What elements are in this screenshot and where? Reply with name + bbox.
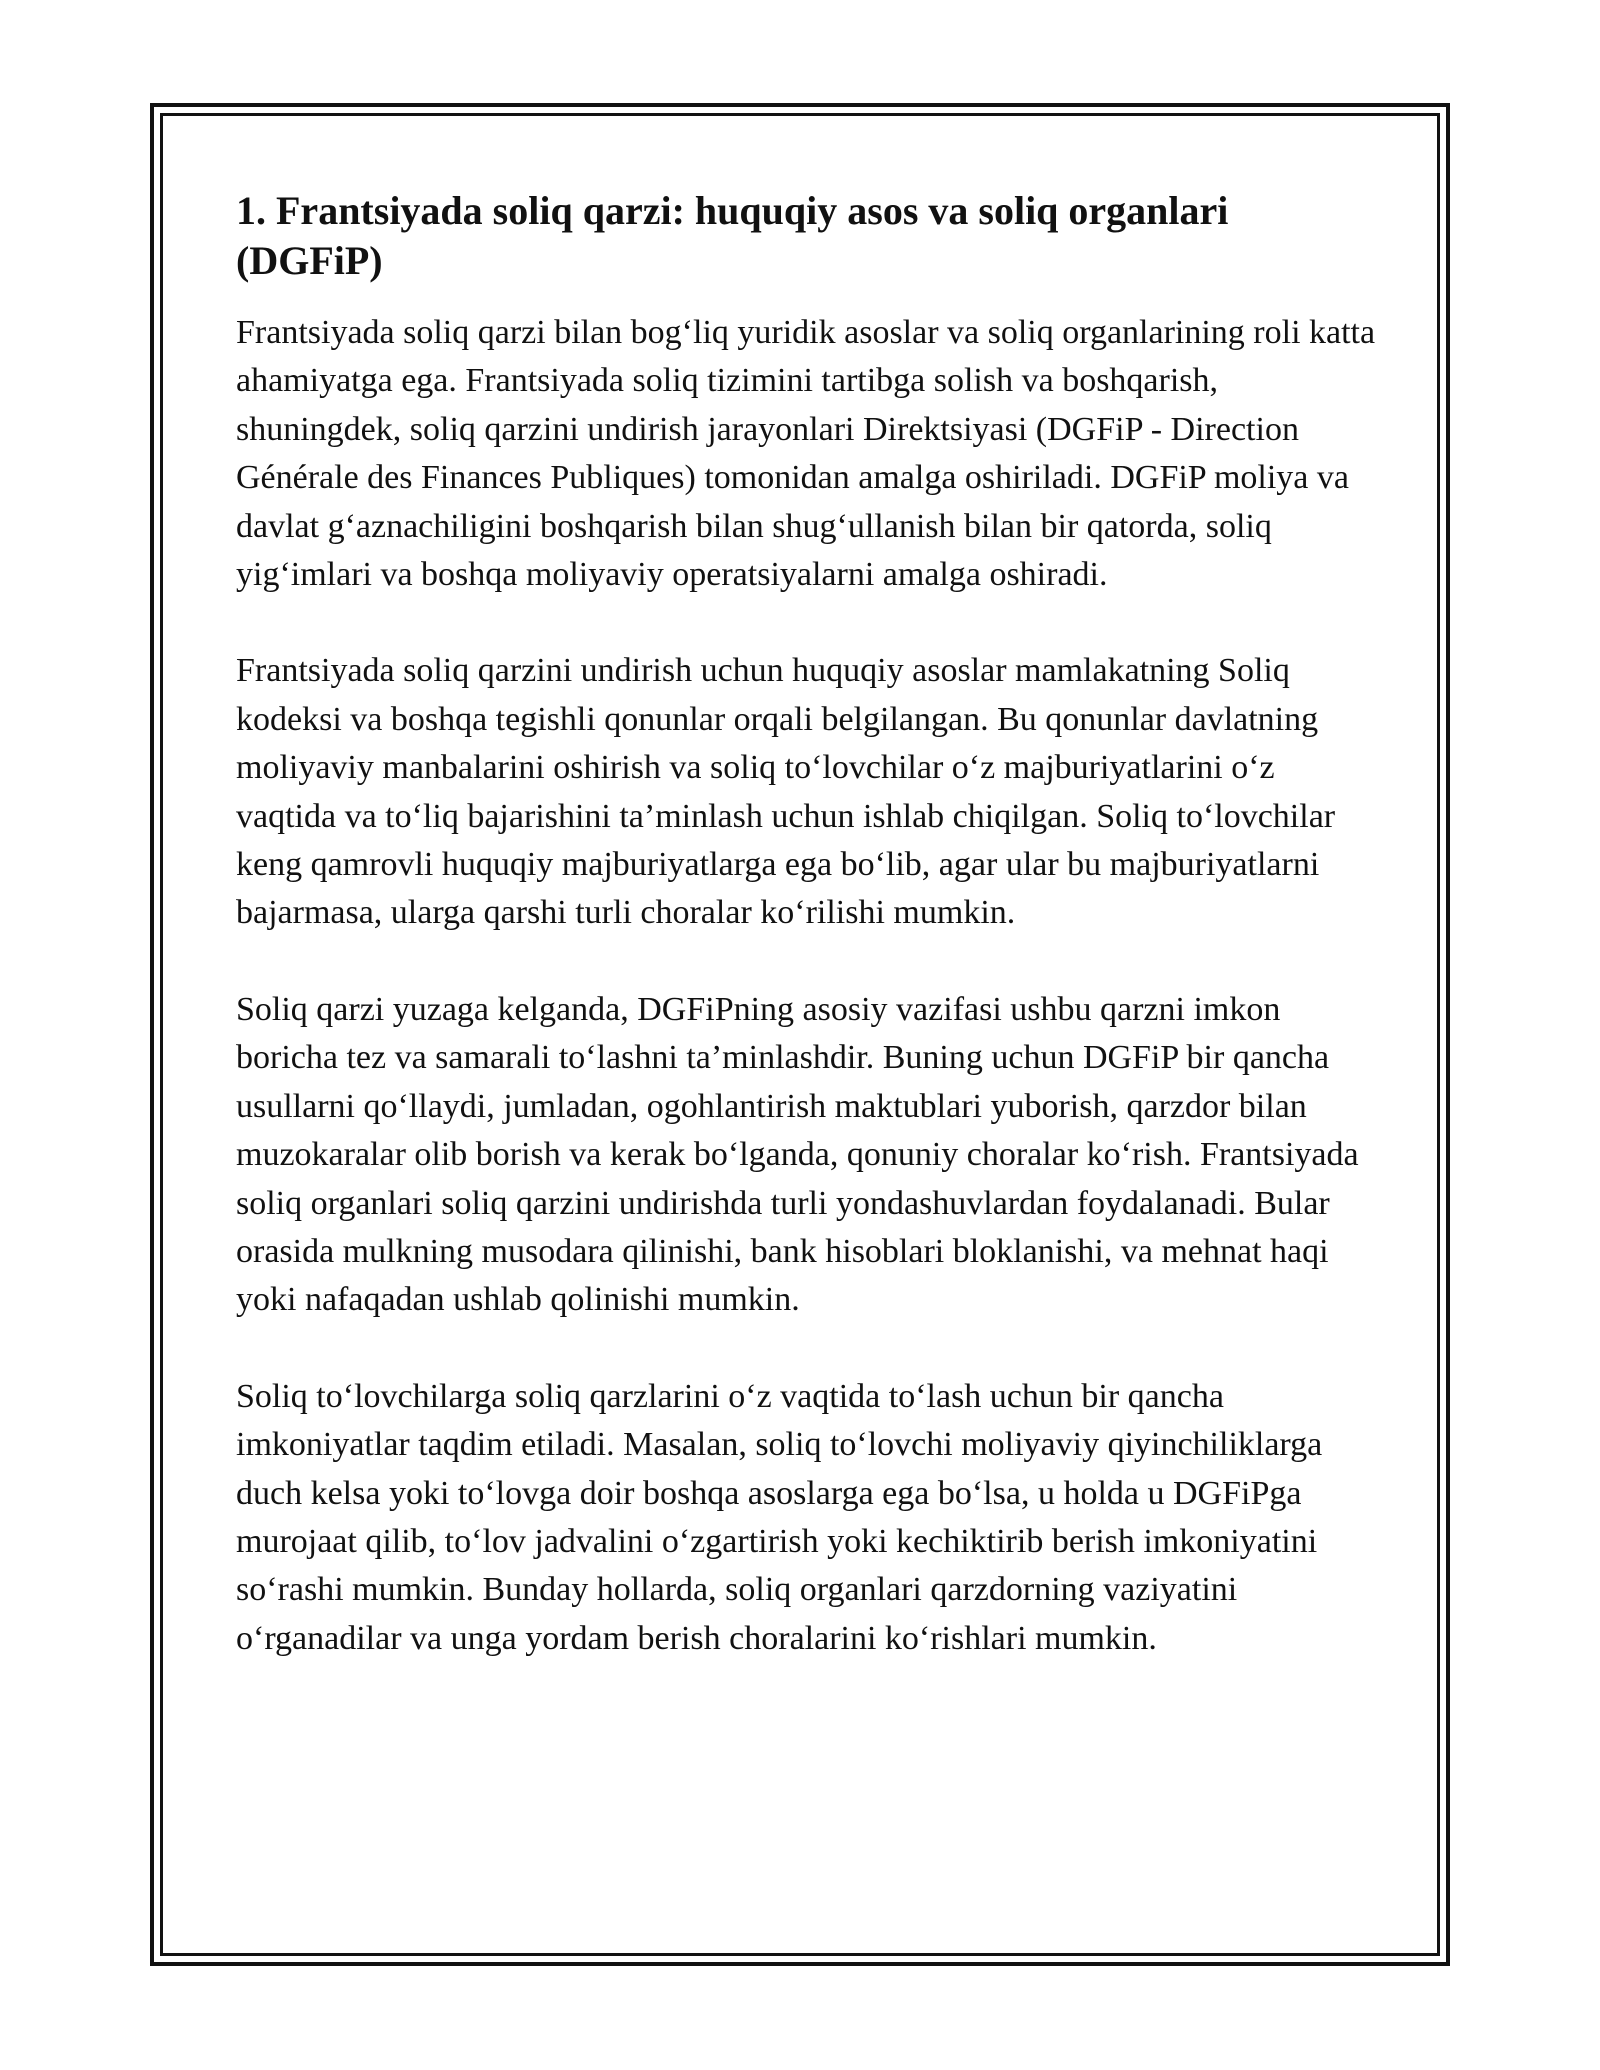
paragraph-2: Frantsiyada soliq qarzini undirish uchun huquqiy asoslar mamlakatning Soliq kodeksi va boshqa tegishli qonunlar orqali belgilangan. Bu qonunlar davlatning moliyaviy manbalarini oshirish va soliq to‘lovchilar o‘z majburiyatlarini o‘z vaqtida va to‘liq bajarishini ta’minlash uchun ishlab chiqilgan. Soliq to‘lovchilar keng qamrovli huquqiy majburiyatlarga ega bo‘lib, agar ular bu majburiyatlarni bajarmasa, ularga qarshi turli choralar ko‘rilishi mumkin. bbox=[236, 652, 1336, 932]
paragraph-3: Soliq qarzi yuzaga kelganda, DGFiPning asosiy vazifasi ushbu qarzni imkon boricha tez va samarali to‘lashni ta’minlashdir. Buning uchun DGFiP bir qancha usullarni qo‘llaydi, jumladan, ogohlantirish maktublari yuborish, qarzdor bilan muzokaralar olib borish va kerak bo‘lganda, qonuniy choralar ko‘rish. Frantsiyada soliq organlari soliq qarzini undirishda turli yondashuvlardan foydalanadi. Bular orasida mulkning musodara qilinishi, bank hisoblari bloklanishi, va mehnat haqi yoki nafaqadan ushlab qolinishi mumkin. bbox=[236, 990, 1359, 1319]
document-body bbox=[236, 186, 1376, 1711]
section-heading: 1. Frantsiyada soliq qarzi: huquqiy asos va soliq organlari (DGFiP) bbox=[236, 188, 1229, 283]
paragraph-4: Soliq to‘lovchilarga soliq qarzlarini o‘z vaqtida to‘lash uchun bir qancha imkoniyatlar taqdim etiladi. Masalan, soliq to‘lovchi moliyaviy qiyinchiliklarga duch kelsa yoki to‘lovga doir boshqa asoslarga ega bo‘lsa, u holda u DGFiPga murojaat qilib, to‘lov jadvalini o‘zgartirish yoki kechiktirib berish imkoniyatini so‘rashi mumkin. Bunday hollarda, soliq organlari qarzdorning vaziyatini o‘rganadilar va unga yordam berish choralarini ko‘rishlari mumkin. bbox=[236, 1377, 1323, 1657]
paragraph-1: Frantsiyada soliq qarzi bilan bog‘liq yuridik asoslar va soliq organlarining roli katta ahamiyatga ega. Frantsiyada soliq tizimini tartibga solish va boshqarish, shuningdek, soliq qarzini undirish jarayonlari Direktsiyasi (DGFiP - Direction Générale des Finances Publiques) tomonidan amalga oshiriladi. DGFiP moliya va davlat g‘aznachiligini boshqarish bilan shug‘ullanish bilan bir qatorda, soliq yig‘imlari va boshqa moliyaviy operatsiyalarni amalga oshiradi. bbox=[236, 314, 1376, 594]
